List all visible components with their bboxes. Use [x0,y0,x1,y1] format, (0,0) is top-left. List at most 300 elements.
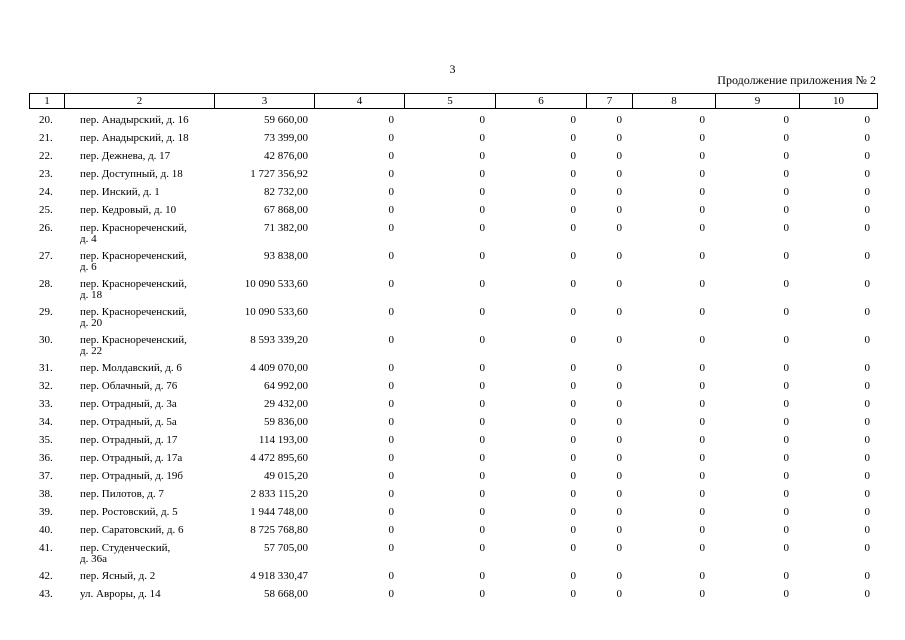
row-address-line: пер. Отрадный, д. 5а [80,416,177,428]
row-amount: 29 432,00 [264,398,308,410]
row-value-col-9: 0 [783,416,789,428]
row-value-col-4: 0 [388,506,394,518]
row-value-col-9: 0 [783,434,789,446]
row-number: 39. [39,506,53,518]
row-value-col-7: 0 [616,334,622,346]
row-amount: 59 660,00 [264,114,308,126]
row-address-line: ул. Авроры, д. 14 [80,588,161,600]
row-value-col-8: 0 [699,588,705,600]
header-col-6: 6 [496,94,587,109]
row-address-line: пер. Отрадный, д. 19б [80,470,183,482]
row-value-col-6: 0 [570,434,576,446]
header-col-2: 2 [65,94,215,109]
row-address [64,417,214,435]
header-col-8: 8 [633,94,716,109]
row-value-col-5: 0 [479,398,485,410]
row-number: 40. [39,524,53,536]
row-value-col-10: 0 [864,186,870,198]
row-value-col-10: 0 [864,334,870,346]
row-value-col-10: 0 [864,524,870,536]
row-value-col-5: 0 [479,416,485,428]
row-address [64,279,214,307]
row-value-col-10: 0 [864,278,870,290]
row-address [64,435,214,453]
row-value-col-8: 0 [699,168,705,180]
row-address-line-2: д. 22 [80,345,103,357]
row-value-col-7: 0 [616,570,622,582]
row-address [64,589,214,607]
table-row [29,507,877,525]
table-row [29,399,877,417]
row-value-col-8: 0 [699,150,705,162]
row-value-col-5: 0 [479,168,485,180]
row-address [64,471,214,489]
row-amount: 64 992,00 [264,380,308,392]
table-row [29,571,877,589]
row-value-col-5: 0 [479,434,485,446]
row-value-col-8: 0 [699,222,705,234]
row-value-col-7: 0 [616,524,622,536]
table-row [29,471,877,489]
row-value-col-6: 0 [570,168,576,180]
row-address [64,335,214,363]
row-value-col-10: 0 [864,470,870,482]
row-value-col-6: 0 [570,306,576,318]
row-address-line: пер. Доступный, д. 18 [80,168,183,180]
row-value-col-4: 0 [388,334,394,346]
table-row [29,589,877,607]
row-number: 27. [39,250,53,262]
row-value-col-5: 0 [479,186,485,198]
row-value-col-8: 0 [699,114,705,126]
row-value-col-6: 0 [570,362,576,374]
row-value-col-6: 0 [570,278,576,290]
row-value-col-8: 0 [699,416,705,428]
row-value-col-9: 0 [783,506,789,518]
row-address [64,169,214,187]
row-address [64,307,214,335]
row-value-col-4: 0 [388,278,394,290]
row-value-col-10: 0 [864,132,870,144]
header-col-1: 1 [30,94,65,109]
row-value-col-5: 0 [479,278,485,290]
table-row [29,543,877,571]
row-value-col-7: 0 [616,168,622,180]
row-amount: 59 836,00 [264,416,308,428]
row-value-col-6: 0 [570,524,576,536]
row-value-col-9: 0 [783,470,789,482]
row-value-col-6: 0 [570,398,576,410]
row-address-line-2: д. 18 [80,289,103,301]
row-address-line: пер. Анадырский, д. 16 [80,114,189,126]
row-address-line: пер. Отрадный, д. 17а [80,452,183,464]
table-row [29,251,877,279]
row-amount: 8 593 339,20 [250,334,308,346]
row-number: 25. [39,204,53,216]
header-col-7: 7 [587,94,633,109]
row-value-col-4: 0 [388,380,394,392]
row-value-col-10: 0 [864,542,870,554]
table-header [29,93,878,109]
row-value-col-10: 0 [864,434,870,446]
row-number: 33. [39,398,53,410]
row-address-line: пер. Краснореченский, [80,278,187,290]
row-number: 43. [39,588,53,600]
header-col-4: 4 [315,94,405,109]
row-value-col-6: 0 [570,334,576,346]
row-value-col-7: 0 [616,452,622,464]
row-value-col-7: 0 [616,150,622,162]
row-value-col-6: 0 [570,506,576,518]
row-address [64,507,214,525]
header-col-3: 3 [215,94,315,109]
row-address [64,205,214,223]
table-row [29,307,877,335]
row-amount: 10 090 533,60 [244,278,308,290]
row-value-col-8: 0 [699,570,705,582]
row-value-col-5: 0 [479,222,485,234]
row-address-line-2: д. 36а [80,553,107,565]
row-address [64,115,214,133]
row-value-col-6: 0 [570,588,576,600]
row-value-col-5: 0 [479,488,485,500]
table-row [29,279,877,307]
row-address [64,133,214,151]
table-row [29,435,877,453]
table-row [29,335,877,363]
row-value-col-6: 0 [570,114,576,126]
table-row [29,187,877,205]
row-value-col-5: 0 [479,506,485,518]
row-amount: 49 015,20 [264,470,308,482]
row-value-col-9: 0 [783,168,789,180]
row-value-col-8: 0 [699,306,705,318]
row-value-col-8: 0 [699,204,705,216]
row-value-col-10: 0 [864,452,870,464]
row-value-col-8: 0 [699,524,705,536]
row-value-col-4: 0 [388,306,394,318]
row-value-col-5: 0 [479,380,485,392]
row-value-col-4: 0 [388,452,394,464]
row-amount: 57 705,00 [264,542,308,554]
row-value-col-7: 0 [616,434,622,446]
row-value-col-9: 0 [783,204,789,216]
row-value-col-4: 0 [388,150,394,162]
row-value-col-7: 0 [616,588,622,600]
row-amount: 4 918 330,47 [250,570,308,582]
row-address-line-2: д. 4 [80,233,97,245]
row-value-col-9: 0 [783,132,789,144]
row-value-col-5: 0 [479,334,485,346]
row-value-col-9: 0 [783,570,789,582]
row-value-col-5: 0 [479,452,485,464]
row-value-col-4: 0 [388,434,394,446]
row-value-col-4: 0 [388,168,394,180]
row-number: 37. [39,470,53,482]
row-value-col-7: 0 [616,222,622,234]
row-value-col-4: 0 [388,132,394,144]
row-value-col-7: 0 [616,278,622,290]
table-row [29,525,877,543]
row-value-col-7: 0 [616,114,622,126]
row-address [64,187,214,205]
row-value-col-5: 0 [479,362,485,374]
row-value-col-7: 0 [616,132,622,144]
row-value-col-10: 0 [864,506,870,518]
row-value-col-10: 0 [864,250,870,262]
row-value-col-7: 0 [616,250,622,262]
row-amount: 8 725 768,80 [250,524,308,536]
row-number: 28. [39,278,53,290]
row-value-col-5: 0 [479,524,485,536]
row-value-col-6: 0 [570,204,576,216]
row-address-line: пер. Студенческий, [80,542,171,554]
row-value-col-8: 0 [699,380,705,392]
row-value-col-10: 0 [864,588,870,600]
row-value-col-4: 0 [388,250,394,262]
row-value-col-8: 0 [699,506,705,518]
row-value-col-6: 0 [570,542,576,554]
row-value-col-9: 0 [783,306,789,318]
row-value-col-8: 0 [699,434,705,446]
row-number: 29. [39,306,53,318]
row-amount: 1 944 748,00 [250,506,308,518]
row-value-col-5: 0 [479,150,485,162]
row-address-line: пер. Инский, д. 1 [80,186,160,198]
row-address-line: пер. Отрадный, д. 17 [80,434,178,446]
row-value-col-5: 0 [479,542,485,554]
row-value-col-9: 0 [783,542,789,554]
row-address [64,381,214,399]
row-amount: 71 382,00 [264,222,308,234]
row-value-col-10: 0 [864,380,870,392]
row-value-col-10: 0 [864,570,870,582]
row-value-col-8: 0 [699,488,705,500]
row-address-line: пер. Краснореченский, [80,222,187,234]
table-row [29,453,877,471]
row-amount: 58 668,00 [264,588,308,600]
row-value-col-7: 0 [616,362,622,374]
row-value-col-9: 0 [783,150,789,162]
row-address [64,223,214,251]
row-number: 36. [39,452,53,464]
row-number: 35. [39,434,53,446]
row-number: 34. [39,416,53,428]
row-value-col-6: 0 [570,186,576,198]
row-value-col-10: 0 [864,222,870,234]
row-value-col-9: 0 [783,488,789,500]
row-address-line: пер. Дежнева, д. 17 [80,150,171,162]
row-value-col-4: 0 [388,222,394,234]
row-value-col-4: 0 [388,588,394,600]
row-value-col-7: 0 [616,416,622,428]
row-address [64,453,214,471]
row-value-col-6: 0 [570,132,576,144]
row-amount: 10 090 533,60 [244,306,308,318]
row-value-col-6: 0 [570,452,576,464]
row-value-col-4: 0 [388,570,394,582]
row-address [64,571,214,589]
row-number: 23. [39,168,53,180]
row-value-col-7: 0 [616,186,622,198]
row-address-line: пер. Молдавский, д. 6 [80,362,182,374]
row-value-col-8: 0 [699,278,705,290]
row-value-col-6: 0 [570,250,576,262]
row-value-col-8: 0 [699,250,705,262]
row-number: 41. [39,542,53,554]
row-value-col-10: 0 [864,306,870,318]
table-row [29,417,877,435]
row-address-line: пер. Саратовский, д. 6 [80,524,184,536]
row-value-col-4: 0 [388,204,394,216]
row-value-col-6: 0 [570,150,576,162]
row-value-col-4: 0 [388,362,394,374]
header-col-9: 9 [716,94,800,109]
row-address-line-2: д. 6 [80,261,97,273]
row-value-col-10: 0 [864,150,870,162]
row-value-col-5: 0 [479,250,485,262]
row-address-line-2: д. 20 [80,317,103,329]
row-value-col-9: 0 [783,334,789,346]
row-address-line: пер. Ростовский, д. 5 [80,506,178,518]
row-address-line: пер. Пилотов, д. 7 [80,488,164,500]
row-value-col-9: 0 [783,278,789,290]
row-number: 22. [39,150,53,162]
data-table [29,115,877,607]
row-value-col-4: 0 [388,524,394,536]
row-number: 21. [39,132,53,144]
row-address [64,399,214,417]
row-value-col-9: 0 [783,452,789,464]
row-value-col-10: 0 [864,114,870,126]
row-amount: 2 833 115,20 [250,488,308,500]
row-value-col-4: 0 [388,416,394,428]
row-value-col-6: 0 [570,416,576,428]
row-number: 20. [39,114,53,126]
row-value-col-7: 0 [616,380,622,392]
row-value-col-9: 0 [783,250,789,262]
row-value-col-9: 0 [783,114,789,126]
row-value-col-5: 0 [479,132,485,144]
table-row [29,205,877,223]
row-value-col-7: 0 [616,488,622,500]
row-address [64,151,214,169]
appendix-continuation-label: Продолжение приложения № 2 [717,73,876,87]
row-value-col-6: 0 [570,222,576,234]
row-address-line: пер. Ясный, д. 2 [80,570,156,582]
row-value-col-8: 0 [699,334,705,346]
row-value-col-5: 0 [479,306,485,318]
row-value-col-9: 0 [783,380,789,392]
row-value-col-9: 0 [783,222,789,234]
row-value-col-8: 0 [699,452,705,464]
row-value-col-7: 0 [616,506,622,518]
row-value-col-8: 0 [699,542,705,554]
row-value-col-7: 0 [616,542,622,554]
row-number: 31. [39,362,53,374]
row-value-col-8: 0 [699,398,705,410]
row-amount: 93 838,00 [264,250,308,262]
row-amount: 82 732,00 [264,186,308,198]
row-value-col-4: 0 [388,114,394,126]
row-value-col-7: 0 [616,470,622,482]
row-value-col-9: 0 [783,362,789,374]
table-row [29,223,877,251]
row-number: 26. [39,222,53,234]
row-value-col-6: 0 [570,380,576,392]
table-row [29,489,877,507]
row-value-col-10: 0 [864,398,870,410]
row-value-col-10: 0 [864,168,870,180]
row-amount: 67 868,00 [264,204,308,216]
row-value-col-10: 0 [864,204,870,216]
row-value-col-5: 0 [479,204,485,216]
row-value-col-6: 0 [570,470,576,482]
row-amount: 73 399,00 [264,132,308,144]
row-address [64,363,214,381]
row-value-col-10: 0 [864,362,870,374]
row-number: 30. [39,334,53,346]
header-col-5: 5 [405,94,496,109]
row-value-col-4: 0 [388,186,394,198]
table-row [29,363,877,381]
row-value-col-10: 0 [864,488,870,500]
row-number: 24. [39,186,53,198]
row-value-col-4: 0 [388,488,394,500]
row-value-col-5: 0 [479,570,485,582]
row-value-col-7: 0 [616,306,622,318]
row-number: 32. [39,380,53,392]
row-address-line: пер. Отрадный, д. 3а [80,398,177,410]
row-address-line: пер. Анадырский, д. 18 [80,132,189,144]
page-number: 3 [449,62,456,76]
row-value-col-9: 0 [783,186,789,198]
row-value-col-5: 0 [479,470,485,482]
row-address [64,489,214,507]
row-address [64,525,214,543]
row-amount: 4 409 070,00 [250,362,308,374]
row-value-col-6: 0 [570,570,576,582]
header-col-10: 10 [800,94,878,109]
row-value-col-6: 0 [570,488,576,500]
row-amount: 114 193,00 [258,434,308,446]
row-address-line: пер. Краснореченский, [80,250,187,262]
row-value-col-5: 0 [479,114,485,126]
row-value-col-8: 0 [699,362,705,374]
row-value-col-9: 0 [783,524,789,536]
row-value-col-9: 0 [783,588,789,600]
row-value-col-7: 0 [616,204,622,216]
table-row [29,169,877,187]
row-number: 38. [39,488,53,500]
row-value-col-4: 0 [388,470,394,482]
row-address-line: пер. Кедровый, д. 10 [80,204,177,216]
table-row [29,151,877,169]
row-address-line: пер. Краснореченский, [80,306,187,318]
row-value-col-9: 0 [783,398,789,410]
row-amount: 42 876,00 [264,150,308,162]
row-address [64,543,214,571]
row-address-line: пер. Краснореченский, [80,334,187,346]
row-value-col-7: 0 [616,398,622,410]
row-value-col-8: 0 [699,186,705,198]
row-address [64,251,214,279]
table-row [29,133,877,151]
row-value-col-8: 0 [699,470,705,482]
row-value-col-8: 0 [699,132,705,144]
table-row [29,381,877,399]
row-address-line: пер. Облачный, д. 76 [80,380,178,392]
